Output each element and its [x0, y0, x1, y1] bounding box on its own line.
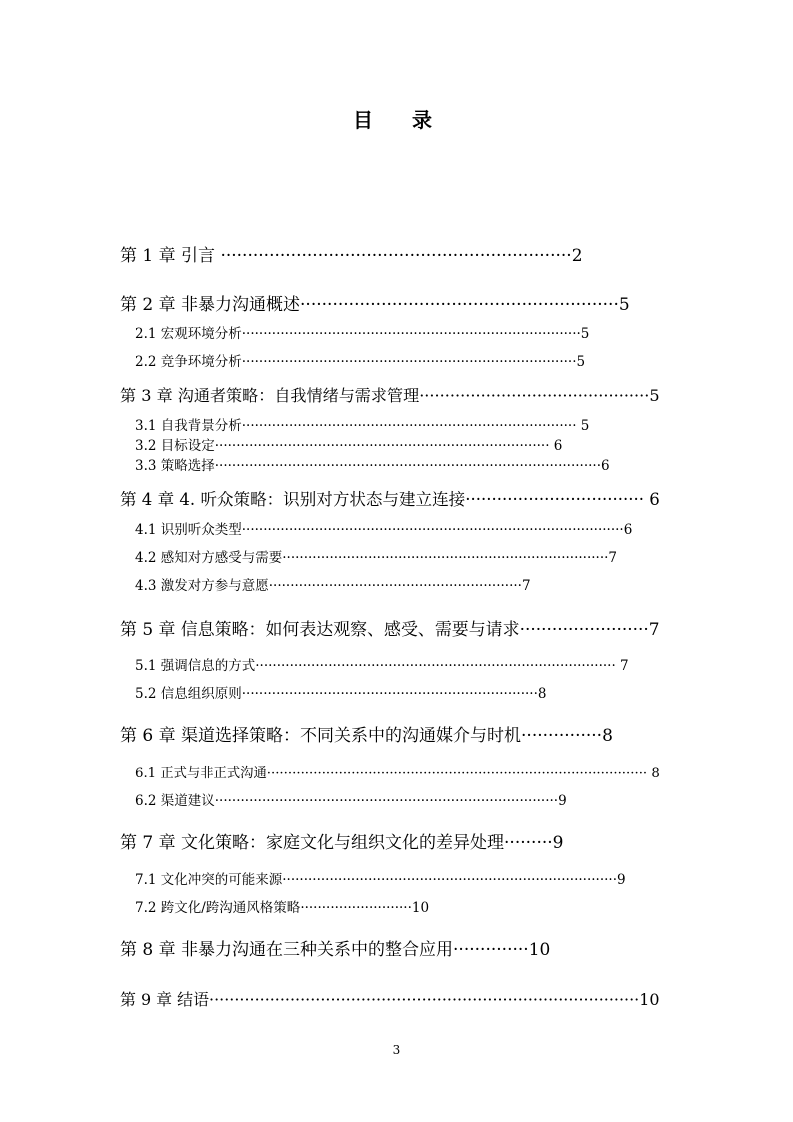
toc-entry-title: 2.1 宏观环境分析 — [135, 326, 242, 342]
toc-entry-title: 第 9 章 结语 — [120, 990, 210, 1009]
toc-entry-page: 6 — [644, 490, 660, 509]
toc-section-entry — [135, 795, 567, 809]
toc-leader-dots: ···················································································· — [255, 658, 616, 674]
toc-entry-page: 5 — [576, 354, 586, 370]
toc-entry-title: 5.1 强调信息的方式 — [135, 658, 256, 674]
toc-title: 目 录 — [353, 108, 448, 132]
toc-entry-page: 8 — [537, 686, 547, 702]
toc-entry-page: 6 — [549, 438, 563, 454]
toc-entry-title: 6.1 正式与非正式沟通 — [135, 766, 267, 781]
toc-entry-title: 第 8 章 非暴力沟通在三种关系中的整合应用 — [120, 940, 454, 960]
toc-section-entry — [135, 767, 660, 780]
toc-section-entry — [135, 552, 617, 566]
toc-entry-page: 5 — [576, 418, 590, 434]
toc-entry-title: 2.2 竞争环境分析 — [135, 354, 242, 370]
toc-entry-page: 5 — [580, 326, 590, 342]
toc-entry-page: 6 — [600, 458, 610, 474]
toc-leader-dots: ··············································································· — [241, 326, 581, 342]
toc-leader-dots: ·························································································· — [214, 458, 601, 474]
toc-leader-dots: ················································································ — [214, 793, 559, 809]
toc-leader-dots: ························································································· — [241, 522, 624, 538]
toc-entry-title: 7.2 跨文化/跨沟通风格策略 — [135, 900, 301, 916]
toc-chapter-entry — [120, 728, 613, 745]
toc-entry-page: 7 — [648, 619, 660, 639]
toc-leader-dots: ··························································· — [300, 295, 619, 315]
toc-entry-title: 第 3 章 沟通者策略：自我情绪与需求管理 — [120, 386, 420, 405]
toc-entry-title: 第 1 章 引言 — [120, 246, 221, 266]
toc-section-entry — [135, 420, 589, 434]
toc-leader-dots: ············································· — [419, 386, 650, 405]
toc-entry-page: 9 — [558, 793, 567, 809]
toc-entry-title: 4.3 激发对方参与意愿 — [135, 578, 269, 594]
toc-chapter-entry — [120, 835, 564, 852]
toc-entry-page: 7 — [521, 578, 531, 594]
toc-leader-dots: ············································································ — [282, 550, 609, 566]
toc-entry-page: 2 — [571, 246, 583, 266]
toc-entry-page: 7 — [608, 550, 617, 566]
toc-section-entry — [135, 874, 626, 888]
toc-entry-title: 3.1 自我背景分析 — [135, 418, 242, 434]
toc-leader-dots: ········· — [504, 833, 553, 853]
toc-chapter-entry — [120, 942, 550, 959]
toc-entry-title: 第 7 章 文化策略：家庭文化与组织文化的差异处理 — [120, 833, 505, 853]
page-number: 3 — [392, 1043, 401, 1057]
toc-entry-title: 第 6 章 渠道选择策略：不同关系中的沟通媒介与时机 — [120, 726, 522, 746]
toc-chapter-entry — [120, 621, 660, 638]
toc-entry-title: 4.1 识别听众类型 — [135, 522, 242, 538]
toc-entry-page: 9 — [552, 833, 564, 853]
toc-entry-title: 6.2 渠道建议 — [135, 793, 215, 809]
toc-chapter-entry — [120, 248, 583, 265]
toc-section-entry — [135, 356, 585, 370]
toc-leader-dots: ·························································································· — [266, 766, 648, 781]
toc-entry-page: 8 — [647, 766, 660, 781]
toc-entry-title: 7.1 文化冲突的可能来源 — [135, 872, 283, 888]
toc-entry-page: 10 — [411, 900, 430, 916]
toc-leader-dots: ································································· — [220, 246, 572, 266]
toc-entry-title: 第 5 章 信息策略：如何表达观察、感受、需要与请求 — [120, 619, 520, 639]
toc-entry-page: 10 — [528, 940, 551, 960]
toc-leader-dots: ·············································································· — [214, 438, 550, 454]
toc-leader-dots: ··············· — [521, 726, 603, 746]
toc-section-entry — [135, 328, 589, 342]
toc-entry-page: 6 — [623, 522, 633, 538]
toc-section-entry — [135, 460, 610, 474]
toc-chapter-entry — [120, 388, 660, 404]
toc-section-entry — [135, 440, 562, 454]
toc-leader-dots: ····································································· — [241, 686, 538, 702]
toc-entry-page: 5 — [649, 386, 660, 405]
toc-section-entry — [135, 902, 429, 916]
toc-leader-dots: ························ — [519, 619, 649, 639]
toc-chapter-entry — [120, 992, 659, 1008]
toc-leader-dots: ·································· — [465, 490, 645, 509]
toc-entry-page: 7 — [615, 658, 629, 674]
toc-leader-dots: ····················································································· — [209, 990, 640, 1009]
toc-chapter-entry — [120, 297, 630, 314]
toc-leader-dots: ·············································································· — [241, 418, 577, 434]
toc-entry-page: 9 — [616, 872, 626, 888]
toc-entry-title: 第 2 章 非暴力沟通概述 — [120, 295, 301, 315]
toc-entry-page: 10 — [639, 990, 660, 1009]
toc-entry-title: 4.2 感知对方感受与需要 — [135, 550, 283, 566]
toc-leader-dots: ·············································································· — [282, 872, 617, 888]
toc-leader-dots: ··························································· — [268, 578, 522, 594]
toc-section-entry — [135, 688, 546, 702]
toc-leader-dots: ·············· — [453, 940, 529, 960]
toc-entry-title: 3.3 策略选择 — [135, 458, 215, 474]
toc-entry-title: 第 4 章 4. 听众策略：识别对方状态与建立连接 — [120, 490, 466, 509]
toc-entry-title: 5.2 信息组织原则 — [135, 686, 242, 702]
toc-section-entry — [135, 580, 531, 594]
toc-entry-title: 3.2 目标设定 — [135, 438, 215, 454]
toc-section-entry — [135, 524, 632, 538]
toc-section-entry — [135, 660, 629, 674]
toc-entry-page: 5 — [618, 295, 630, 315]
toc-leader-dots: ·············································································· — [241, 354, 577, 370]
toc-chapter-entry — [120, 492, 660, 509]
toc-entry-page: 8 — [602, 726, 613, 746]
toc-leader-dots: ·························· — [300, 900, 412, 916]
